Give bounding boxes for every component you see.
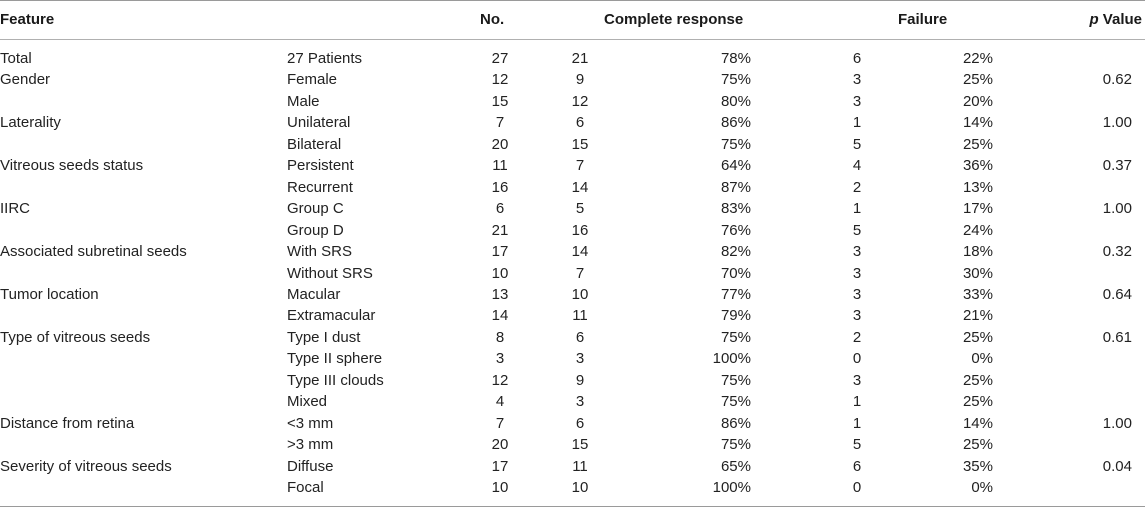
cell-complete-response-percent: 100% xyxy=(712,350,751,368)
header-failure: Failure xyxy=(898,11,948,28)
cell-complete-response-count: 15 xyxy=(571,436,589,454)
cell-no: 27 xyxy=(491,50,509,67)
cell-subgroup: Without SRS xyxy=(287,264,373,282)
cell-failure-percent: 24% xyxy=(962,221,993,239)
cell-subgroup: Group C xyxy=(287,200,344,218)
cell-failure-count: 3 xyxy=(852,307,862,325)
cell-p-value: 1.00 xyxy=(1102,200,1132,218)
table-row xyxy=(0,91,1145,113)
cell-failure-count: 1 xyxy=(852,200,862,218)
table-row xyxy=(0,391,1145,413)
table-row xyxy=(0,155,1145,177)
cell-complete-response-percent: 75% xyxy=(720,328,751,346)
cell-failure-count: 2 xyxy=(852,328,862,346)
cell-feature: Distance from retina xyxy=(0,414,135,432)
header-feature: Feature xyxy=(0,11,55,28)
header-p-value xyxy=(1089,0,1142,39)
cell-failure-percent: 17% xyxy=(962,200,993,218)
cell-p-value: 0.04 xyxy=(1102,457,1132,475)
cell-complete-response-count: 21 xyxy=(571,50,589,67)
table-top-rule xyxy=(0,0,1145,1)
cell-failure-count: 3 xyxy=(852,371,862,389)
cell-subgroup: Female xyxy=(287,71,338,89)
cell-subgroup: Focal xyxy=(287,479,324,496)
cell-feature: Laterality xyxy=(0,114,61,132)
cell-complete-response-percent: 65% xyxy=(720,457,751,475)
cell-failure-percent: 21% xyxy=(962,307,993,325)
cell-complete-response-percent: 70% xyxy=(720,264,751,282)
cell-complete-response-percent: 75% xyxy=(720,393,751,411)
cell-complete-response-count: 3 xyxy=(575,350,585,368)
header-p-value-italic: p xyxy=(1089,11,1099,28)
table-row xyxy=(0,177,1145,199)
cell-complete-response-percent: 79% xyxy=(720,307,751,325)
cell-no: 20 xyxy=(491,436,509,454)
cell-no: 13 xyxy=(491,285,509,303)
table-row xyxy=(0,327,1145,349)
cell-failure-count: 6 xyxy=(852,457,862,475)
cell-failure-percent: 0% xyxy=(971,479,993,496)
cell-subgroup: Macular xyxy=(287,285,341,303)
cell-failure-count: 2 xyxy=(852,178,862,196)
cell-no: 11 xyxy=(492,157,508,175)
cell-complete-response-percent: 100% xyxy=(712,479,751,496)
cell-failure-percent: 13% xyxy=(962,178,993,196)
header-p-value-rest: Value xyxy=(1098,11,1142,28)
cell-p-value: 1.00 xyxy=(1102,414,1132,432)
cell-p-value: 0.61 xyxy=(1102,328,1132,346)
cell-subgroup: Type I dust xyxy=(287,328,361,346)
table-row xyxy=(0,263,1145,285)
cell-subgroup: Type III clouds xyxy=(287,371,384,389)
table-row xyxy=(0,220,1145,242)
cell-complete-response-percent: 64% xyxy=(720,157,751,175)
cell-feature: Tumor location xyxy=(0,285,99,303)
cell-subgroup: Recurrent xyxy=(287,178,353,196)
cell-failure-percent: 22% xyxy=(962,50,993,67)
table-row xyxy=(0,477,1145,499)
cell-failure-count: 5 xyxy=(852,221,862,239)
cell-p-value: 0.37 xyxy=(1102,157,1132,175)
cell-subgroup: Persistent xyxy=(287,157,354,175)
cell-failure-percent: 0% xyxy=(971,350,993,368)
cell-failure-count: 3 xyxy=(852,243,862,261)
cell-complete-response-percent: 86% xyxy=(720,414,751,432)
cell-failure-percent: 20% xyxy=(962,92,993,110)
cell-complete-response-count: 11 xyxy=(572,457,588,475)
cell-complete-response-percent: 83% xyxy=(720,200,751,218)
cell-p-value: 1.00 xyxy=(1102,114,1132,132)
cell-no: 7 xyxy=(495,414,505,432)
cell-failure-percent: 36% xyxy=(962,157,993,175)
cell-complete-response-count: 7 xyxy=(575,157,585,175)
cell-complete-response-count: 5 xyxy=(575,200,585,218)
cell-complete-response-percent: 80% xyxy=(720,92,751,110)
cell-feature: Severity of vitreous seeds xyxy=(0,457,172,475)
cell-no: 21 xyxy=(491,221,509,239)
cell-subgroup: Male xyxy=(287,92,320,110)
cell-subgroup: With SRS xyxy=(287,243,353,261)
cell-subgroup: Bilateral xyxy=(287,135,342,153)
cell-no: 17 xyxy=(491,457,509,475)
cell-failure-count: 3 xyxy=(852,285,862,303)
table-row xyxy=(0,284,1145,306)
cell-complete-response-count: 15 xyxy=(571,135,589,153)
cell-feature: Total xyxy=(0,50,32,67)
cell-subgroup: Diffuse xyxy=(287,457,334,475)
table-row xyxy=(0,456,1145,478)
cell-failure-percent: 25% xyxy=(962,328,993,346)
cell-subgroup: Group D xyxy=(287,221,344,239)
cell-complete-response-count: 16 xyxy=(571,221,589,239)
cell-failure-count: 3 xyxy=(852,71,862,89)
cell-no: 10 xyxy=(491,479,509,496)
cell-complete-response-percent: 75% xyxy=(720,135,751,153)
cell-failure-percent: 35% xyxy=(962,457,993,475)
cell-no: 3 xyxy=(495,350,505,368)
header-rule xyxy=(0,39,1145,40)
cell-p-value: 0.64 xyxy=(1102,285,1132,303)
table-row xyxy=(0,370,1145,392)
table-row xyxy=(0,348,1145,370)
cell-p-value: 0.32 xyxy=(1102,243,1132,261)
table-row xyxy=(0,434,1145,456)
cell-failure-percent: 18% xyxy=(962,243,993,261)
table-bottom-rule xyxy=(0,506,1145,507)
cell-subgroup: Type II sphere xyxy=(287,350,383,368)
cell-complete-response-count: 3 xyxy=(575,393,585,411)
cell-complete-response-count: 6 xyxy=(575,328,585,346)
cell-no: 8 xyxy=(495,328,505,346)
cell-failure-percent: 25% xyxy=(962,135,993,153)
cell-subgroup: 27 Patients xyxy=(287,50,363,67)
cell-no: 12 xyxy=(491,71,509,89)
cell-complete-response-percent: 82% xyxy=(720,243,751,261)
cell-no: 17 xyxy=(491,243,509,261)
cell-no: 12 xyxy=(491,371,509,389)
cell-subgroup: Extramacular xyxy=(287,307,376,325)
cell-failure-count: 5 xyxy=(852,436,862,454)
cell-complete-response-count: 11 xyxy=(572,307,588,325)
cell-complete-response-percent: 75% xyxy=(720,371,751,389)
cell-complete-response-count: 9 xyxy=(575,371,585,389)
cell-feature: Associated subretinal seeds xyxy=(0,243,187,261)
cell-failure-count: 3 xyxy=(852,264,862,282)
cell-complete-response-percent: 78% xyxy=(720,50,751,67)
cell-failure-percent: 25% xyxy=(962,71,993,89)
cell-feature: IIRC xyxy=(0,200,30,218)
cell-no: 16 xyxy=(491,178,509,196)
table-row xyxy=(0,413,1145,435)
table-row xyxy=(0,305,1145,327)
cell-failure-count: 1 xyxy=(852,393,862,411)
cell-no: 10 xyxy=(491,264,509,282)
cell-complete-response-percent: 87% xyxy=(720,178,751,196)
cell-no: 7 xyxy=(495,114,505,132)
cell-p-value: 0.62 xyxy=(1102,71,1132,89)
header-no: No. xyxy=(480,11,505,28)
cell-failure-percent: 14% xyxy=(962,414,993,432)
cell-failure-percent: 33% xyxy=(962,285,993,303)
cell-complete-response-percent: 76% xyxy=(720,221,751,239)
table-row xyxy=(0,69,1145,91)
cell-feature: Gender xyxy=(0,71,51,89)
table-row xyxy=(0,48,1145,70)
cell-failure-count: 6 xyxy=(852,50,862,67)
cell-complete-response-percent: 75% xyxy=(720,436,751,454)
cell-feature: Vitreous seeds status xyxy=(0,157,144,175)
cell-complete-response-count: 6 xyxy=(575,114,585,132)
cell-complete-response-count: 6 xyxy=(575,414,585,432)
cell-failure-percent: 14% xyxy=(962,114,993,132)
cell-complete-response-count: 9 xyxy=(575,71,585,89)
cell-complete-response-count: 10 xyxy=(571,285,589,303)
table-row xyxy=(0,241,1145,263)
cell-subgroup: <3 mm xyxy=(287,414,334,432)
cell-no: 20 xyxy=(491,135,509,153)
cell-failure-count: 1 xyxy=(852,414,862,432)
cell-failure-count: 0 xyxy=(852,350,862,368)
table-row xyxy=(0,112,1145,134)
cell-no: 6 xyxy=(495,200,505,218)
cell-failure-count: 4 xyxy=(852,157,862,175)
cell-complete-response-percent: 86% xyxy=(720,114,751,132)
cell-complete-response-percent: 77% xyxy=(720,285,751,303)
cell-no: 4 xyxy=(495,393,505,411)
cell-failure-count: 5 xyxy=(852,135,862,153)
table-row xyxy=(0,198,1145,220)
cell-failure-percent: 25% xyxy=(962,436,993,454)
cell-complete-response-count: 14 xyxy=(571,178,589,196)
cell-failure-count: 3 xyxy=(852,92,862,110)
cell-complete-response-count: 14 xyxy=(571,243,589,261)
header-complete-response: Complete response xyxy=(604,11,744,28)
cell-subgroup: >3 mm xyxy=(287,436,334,454)
cell-complete-response-percent: 75% xyxy=(720,71,751,89)
cell-no: 14 xyxy=(491,307,509,325)
cell-complete-response-count: 10 xyxy=(571,479,589,496)
cell-subgroup: Unilateral xyxy=(287,114,351,132)
cell-complete-response-count: 12 xyxy=(571,92,589,110)
cell-failure-count: 0 xyxy=(852,479,862,496)
cell-subgroup: Mixed xyxy=(287,393,328,411)
cell-failure-count: 1 xyxy=(852,114,862,132)
table-row xyxy=(0,134,1145,156)
cell-failure-percent: 25% xyxy=(962,393,993,411)
cell-no: 15 xyxy=(491,92,509,110)
cell-failure-percent: 25% xyxy=(962,371,993,389)
cell-feature: Type of vitreous seeds xyxy=(0,328,151,346)
cell-complete-response-count: 7 xyxy=(575,264,585,282)
cell-failure-percent: 30% xyxy=(962,264,993,282)
